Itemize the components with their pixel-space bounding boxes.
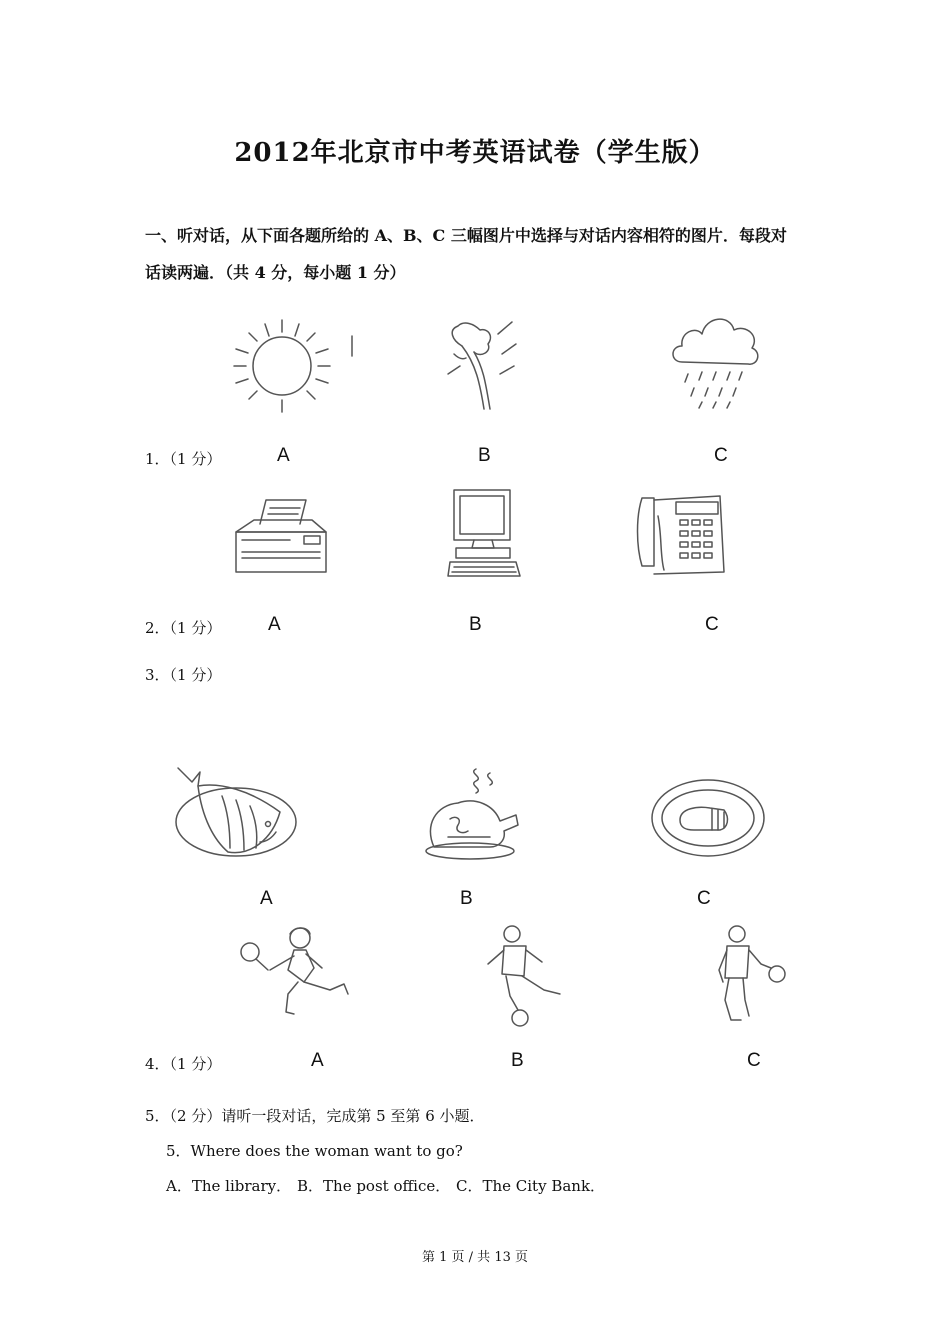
q4-option-b[interactable]: B [511,1050,524,1071]
q4-option-c[interactable]: C [747,1050,761,1071]
question-3-number: 3．（1 分） [145,666,222,684]
page-footer: 第 1 页 / 共 13 页 [422,1250,528,1265]
tennis-player-icon[interactable] [234,924,359,1024]
q3-option-a[interactable]: A [260,888,273,909]
telephone-icon[interactable] [632,486,727,581]
question-5-intro: 5．（2 分）请听一段对话，完成第 5 至第 6 小题． [145,1107,485,1125]
page-title: 2012年北京市中考英语试卷（学生版） [234,138,716,168]
section-heading-line-1: 一、听对话，从下面各题所给的 A、B、C 三幅图片中选择与对话内容相符的图片．每段对 [145,226,787,245]
soccer-player-icon[interactable] [484,924,569,1029]
q3-option-c[interactable]: C [697,888,711,909]
rain-cloud-icon[interactable] [668,310,763,410]
q3-option-b[interactable]: B [460,888,473,909]
sun-icon[interactable] [230,316,355,416]
question-1-number: 1．（1 分） [145,450,222,468]
fish-plate-icon[interactable] [170,760,300,860]
question-2-number: 2．（1 分） [145,619,222,637]
computer-icon[interactable] [446,486,521,581]
q1-option-a[interactable]: A [277,445,290,466]
question-5-text: 5．Where does the woman want to go? [166,1142,463,1160]
bread-plate-icon[interactable] [650,772,768,867]
roast-chicken-icon[interactable] [420,765,525,865]
q2-option-b[interactable]: B [469,614,482,635]
wind-tree-icon[interactable] [440,314,520,414]
q5-choice-c[interactable]: C．The City Bank． [456,1177,606,1195]
printer-icon[interactable] [230,494,330,579]
q5-choice-b[interactable]: B．The post office． [297,1177,451,1195]
q5-choice-a[interactable]: A．The library． [166,1177,292,1195]
q4-option-a[interactable]: A [311,1050,324,1071]
q1-option-c[interactable]: C [714,445,728,466]
q1-option-b[interactable]: B [478,445,491,466]
question-4-number: 4．（1 分） [145,1055,222,1073]
section-heading-line-2: 话读两遍．（共 4 分，每小题 1 分） [145,263,406,282]
basketball-player-icon[interactable] [715,924,790,1026]
q2-option-c[interactable]: C [705,614,719,635]
q2-option-a[interactable]: A [268,614,281,635]
